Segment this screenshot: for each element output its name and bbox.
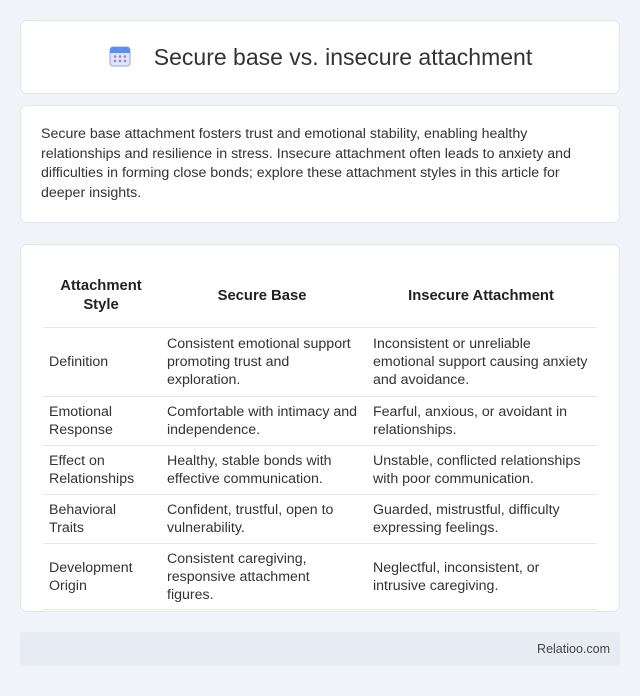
secure-cell: Comfortable with intimacy and independence. [159,397,365,446]
row-label: Effect on Relationships [43,446,159,495]
insecure-cell: Fearful, anxious, or avoidant in relationships. [365,397,597,446]
intro-text: Secure base attachment fosters trust and emotional stability, enabling healthy relationships and resilience in stress. Insecure attachment often leads to anxiety and difficulties in forming close bonds; explore these attachment styles in this article for deeper insights. [41,126,571,201]
insecure-cell: Neglectful, inconsistent, or intrusive caregiving. [365,544,597,610]
insecure-cell: Guarded, mistrustful, difficulty expressing feelings. [365,495,597,544]
table-row [43,544,597,610]
page-title: Secure base vs. insecure attachment [153,43,533,70]
table-row [43,397,597,446]
row-label: Definition [43,328,159,397]
row-label: Development Origin [43,544,159,610]
intro-card [20,105,620,223]
insecure-cell: Unstable, conflicted relationships with poor communication. [365,446,597,495]
insecure-cell: Inconsistent or unreliable emotional support causing anxiety and avoidance. [365,328,597,397]
column-header-insecure-attachment: Insecure Attachment [365,265,597,328]
secure-cell: Consistent caregiving, responsive attachment figures. [159,544,365,610]
secure-cell: Consistent emotional support promoting trust and exploration. [159,328,365,397]
title-card [20,20,620,94]
row-label: Emotional Response [43,397,159,446]
table-row [43,328,597,397]
calendar-icon [108,44,132,73]
column-header-secure-base: Secure Base [159,265,365,328]
row-label: Behavioral Traits [43,495,159,544]
column-header-attachment-style: Attachment Style [43,265,159,328]
secure-cell: Confident, trustful, open to vulnerability. [159,495,365,544]
footer-brand-link[interactable]: Relatioo.com [537,642,610,656]
secure-cell: Healthy, stable bonds with effective communication. [159,446,365,495]
comparison-table [43,265,597,610]
footer [20,632,620,666]
table-row [43,495,597,544]
table-row [43,446,597,495]
table-header-row [43,265,597,328]
table-card [20,244,620,612]
